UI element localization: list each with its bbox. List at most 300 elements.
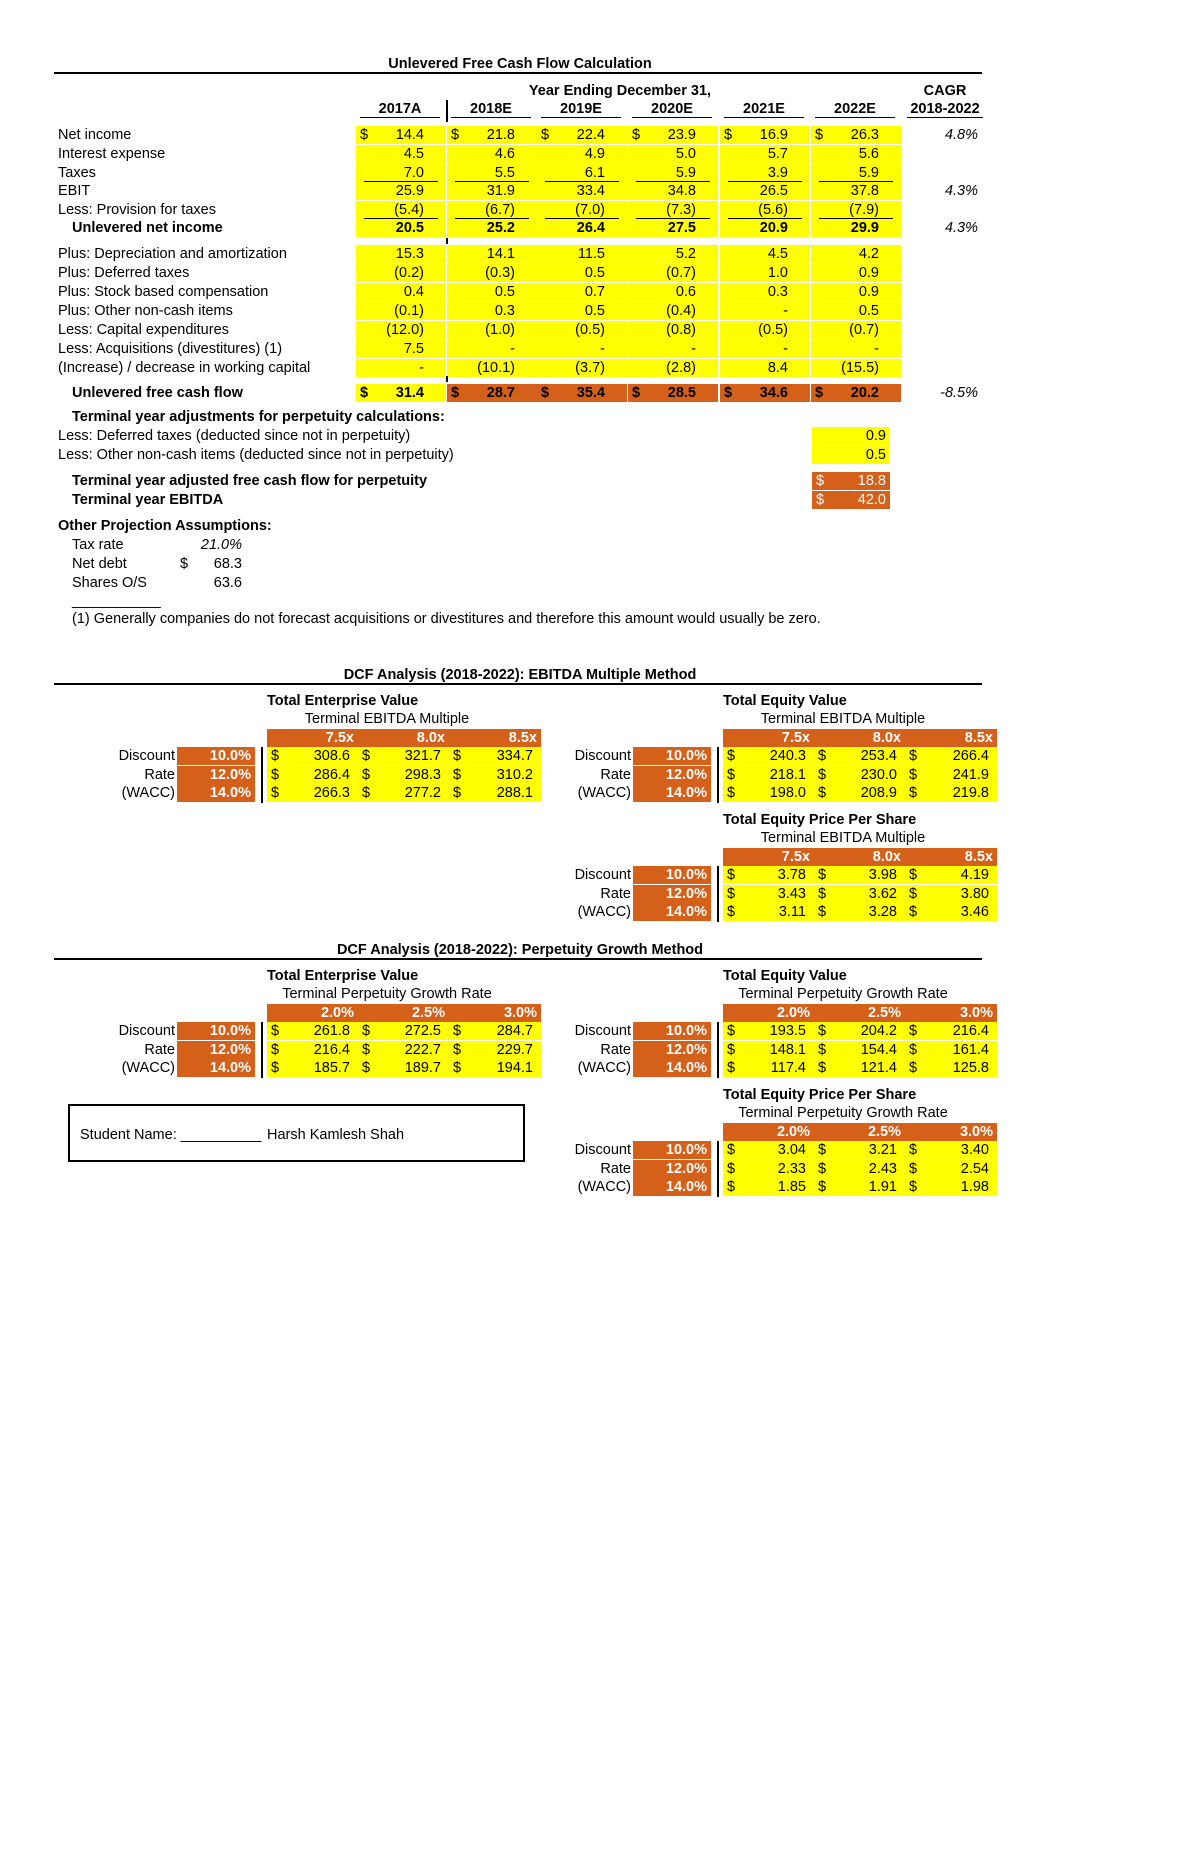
dollar-sign: $	[909, 785, 918, 802]
ufcf-cell	[537, 321, 627, 339]
ufcf-row-label: Taxes	[58, 165, 96, 181]
ufcf-value: -	[510, 341, 515, 357]
ufcf-cell	[356, 283, 446, 301]
cagr-value: 4.3%	[944, 183, 978, 199]
ufcf-cell	[356, 145, 446, 163]
dollar-sign: $	[541, 385, 550, 401]
ufcf-value: 34.6	[759, 385, 788, 401]
ufcf-cell	[356, 384, 446, 402]
ufcf-value: 0.3	[767, 284, 788, 300]
grid-value: 298.3	[404, 766, 441, 783]
wacc-rate	[633, 1178, 711, 1196]
ufcf-cell	[811, 126, 901, 144]
net-debt-value: 68.3	[213, 556, 242, 572]
dollar-sign: $	[362, 1023, 371, 1039]
ufcf-value: 0.5	[584, 303, 605, 319]
dollar-sign: $	[818, 904, 827, 921]
ufcf-value: 27.5	[667, 220, 696, 236]
terminal-heading: Terminal year adjustments for perpetuity calculations:	[72, 409, 445, 425]
wacc-value: 14.0%	[665, 1060, 707, 1077]
dollar-sign: $	[632, 385, 641, 401]
grid-value: 1.98	[960, 1179, 989, 1196]
ufcf-value: 0.9	[858, 284, 879, 300]
taxes-rule	[636, 181, 710, 182]
grid-col-label: 8.5x	[508, 730, 537, 746]
grid-value: 148.1	[769, 1041, 806, 1058]
cagr-value: 4.3%	[944, 220, 978, 236]
grid-value: 277.2	[404, 785, 441, 802]
title-rule	[54, 72, 982, 74]
ufcf-value: 33.4	[576, 183, 605, 199]
dollar-sign: $	[271, 748, 280, 764]
ufcf-value: 4.9	[584, 146, 605, 162]
ufcf-value: 0.9	[858, 265, 879, 281]
terminal-ebitda-value: $ 42.0	[812, 491, 890, 509]
ufcf-value: (0.3)	[485, 265, 515, 281]
ufcf-cell	[356, 126, 446, 144]
ufcf-value: (0.2)	[394, 265, 424, 281]
grid-value: 2.43	[868, 1160, 897, 1177]
ufcf-cell	[537, 384, 627, 402]
ufcf-value: (2.8)	[666, 360, 696, 376]
ufcf-value: -	[600, 341, 605, 357]
eq-grid-subtitle: Terminal Perpetuity Growth Rate	[738, 986, 948, 1002]
dollar-sign: $	[909, 748, 918, 764]
cagr-value: -8.5%	[940, 385, 978, 401]
grid-col-header	[723, 729, 814, 747]
divider-tick	[446, 238, 448, 244]
grid-divider	[261, 1022, 263, 1078]
ufcf-value: 35.4	[576, 385, 605, 401]
ufcf-value: 5.9	[858, 165, 879, 181]
grid-divider	[717, 1022, 719, 1078]
ufcf-cell	[811, 245, 901, 263]
dollar-sign: $	[271, 1041, 280, 1058]
ufcf-value: 7.5	[403, 341, 424, 357]
ufcf-row-label: EBIT	[58, 183, 91, 199]
grid-cell	[267, 747, 358, 765]
year-header-cell: 2017A	[378, 101, 422, 117]
ufcf-value: 0.7	[584, 284, 605, 300]
ufcf-value: 21.8	[486, 127, 515, 143]
ufcf-value: -	[783, 303, 788, 319]
ufcf-value: 5.2	[675, 246, 696, 262]
ufcf-value: -	[691, 341, 696, 357]
wacc-rate	[633, 784, 711, 802]
grid-cell	[814, 866, 905, 884]
dollar-sign: $	[909, 904, 918, 921]
grid-cell	[905, 903, 997, 921]
dollar-sign: $	[909, 1142, 918, 1158]
ufcf-value: 34.8	[667, 183, 696, 199]
grid-col-label: 3.0%	[959, 1005, 993, 1021]
tax-rate-label: Tax rate	[72, 537, 124, 553]
ufcf-cell	[356, 302, 446, 320]
grid-value: 117.4	[770, 1060, 806, 1077]
grid-value: 229.7	[496, 1041, 533, 1058]
dollar-sign: $	[727, 1179, 736, 1196]
ufcf-cell	[628, 283, 718, 301]
grid-value: 1.91	[868, 1179, 897, 1196]
ufcf-value: 15.3	[395, 246, 424, 262]
ufcf-cell	[811, 264, 901, 282]
grid-value: 218.1	[769, 766, 806, 783]
ufcf-value: (0.7)	[849, 322, 879, 338]
wacc-label: Rate	[600, 1041, 631, 1058]
cagr-range: 2018-2022	[910, 101, 980, 117]
dollar-sign: $	[271, 1023, 280, 1039]
ufcf-value: 16.9	[759, 127, 788, 143]
grid-col-header	[814, 1123, 905, 1141]
dollar-sign: $	[362, 748, 371, 764]
ufcf-cell	[628, 384, 718, 402]
grid-divider	[261, 747, 263, 803]
wacc-value: 12.0%	[209, 766, 251, 783]
dollar-sign: $	[362, 1060, 371, 1077]
ufcf-cell	[811, 283, 901, 301]
actual-divider	[446, 100, 448, 122]
dollar-sign: $	[818, 885, 827, 902]
ufcf-cell	[537, 264, 627, 282]
wacc-rate	[177, 1059, 255, 1077]
ufcf-value: (0.5)	[575, 322, 605, 338]
dollar-sign: $	[815, 127, 824, 143]
ufcf-cell	[720, 182, 810, 200]
grid-col-label: 2.0%	[776, 1005, 810, 1021]
grid-col-label: 8.5x	[964, 730, 993, 746]
grid-cell	[905, 1178, 997, 1196]
grid-col-label: 8.0x	[872, 849, 901, 865]
ufcf-value: 0.5	[494, 284, 515, 300]
grid-value: 261.8	[313, 1023, 350, 1039]
ufcf-cell	[720, 321, 810, 339]
ufcf-cell	[628, 359, 718, 377]
ev-grid-subtitle: Terminal EBITDA Multiple	[304, 711, 470, 727]
grid-value: 219.8	[952, 785, 989, 802]
dollar-sign: $	[724, 385, 733, 401]
ufcf-value: 14.1	[486, 246, 515, 262]
grid-cell	[905, 747, 997, 765]
net-debt-dollar: $	[180, 556, 189, 572]
grid-cell	[358, 1059, 449, 1077]
ufcf-cell	[811, 321, 901, 339]
year-header-rule	[632, 117, 712, 118]
grid-value: 3.78	[777, 867, 806, 883]
grid-value: 3.40	[960, 1142, 989, 1158]
grid-value: 266.3	[313, 785, 350, 802]
ufcf-cell	[447, 245, 537, 263]
grid-value: 334.7	[496, 748, 533, 764]
shares-value: 63.6	[213, 575, 242, 591]
ufcf-value: 11.5	[577, 246, 605, 262]
grid-cell	[358, 747, 449, 765]
dollar-sign: $	[727, 1060, 736, 1077]
taxes-rule	[364, 181, 438, 182]
grid-col-label: 2.0%	[776, 1124, 810, 1140]
ufcf-cell	[356, 164, 446, 182]
grid-cell	[358, 1041, 449, 1059]
ufcf-cell	[447, 359, 537, 377]
dollar-sign: $	[453, 1060, 462, 1077]
ufcf-cell	[811, 302, 901, 320]
ufcf-value: 0.5	[858, 303, 879, 319]
wacc-label: Discount	[574, 748, 631, 764]
grid-cell	[449, 1059, 541, 1077]
ufcf-value: 1.0	[767, 265, 788, 281]
grid-cell	[449, 784, 541, 802]
year-header-cell: 2019E	[560, 101, 602, 117]
dollar-sign: $	[909, 766, 918, 783]
grid-col-header	[905, 729, 997, 747]
provision-rule	[364, 218, 438, 219]
terminal-fcf-value: $ 18.8	[812, 472, 890, 490]
grid-divider	[717, 1141, 719, 1197]
year-header-cell: 2021E	[743, 101, 785, 117]
ufcf-cell	[356, 359, 446, 377]
grid-cell	[267, 1059, 358, 1077]
grid-cell	[723, 784, 814, 802]
dollar-sign: $	[362, 766, 371, 783]
grid-cell	[267, 1041, 358, 1059]
wacc-rate	[177, 1041, 255, 1059]
ufcf-value: 6.1	[584, 165, 605, 181]
ufcf-value: (1.0)	[485, 322, 515, 338]
dollar-sign: $	[727, 785, 736, 802]
ufcf-row-label: Plus: Other non-cash items	[58, 303, 233, 319]
ufcf-value: 20.5	[395, 220, 424, 236]
grid-col-header	[358, 1004, 449, 1022]
grid-value: 3.62	[868, 885, 897, 902]
ufcf-value: (0.5)	[758, 322, 788, 338]
ufcf-cell	[537, 283, 627, 301]
dollar-sign: $	[271, 785, 280, 802]
grid-value: 208.9	[860, 785, 897, 802]
grid-cell	[267, 1022, 358, 1040]
year-header-cell: 2022E	[834, 101, 876, 117]
ufcf-cell	[447, 145, 537, 163]
taxes-rule	[819, 181, 893, 182]
dollar-sign: $	[818, 867, 827, 883]
grid-value: 308.6	[313, 748, 350, 764]
grid-cell	[905, 885, 997, 903]
ufcf-row-label: Unlevered net income	[72, 220, 223, 236]
ufcf-cell	[811, 145, 901, 163]
grid-value: 230.0	[860, 766, 897, 783]
dollar-sign: $	[727, 867, 736, 883]
ufcf-value: 23.9	[667, 127, 696, 143]
ufcf-cell	[720, 126, 810, 144]
wacc-label: Discount	[574, 1023, 631, 1039]
ufcf-cell	[356, 264, 446, 282]
ufcf-cell	[447, 126, 537, 144]
ufcf-cell	[537, 164, 627, 182]
grid-cell	[814, 1141, 905, 1159]
ufcf-cell	[811, 182, 901, 200]
ufcf-value: (15.5)	[841, 360, 879, 376]
ufcf-cell	[811, 219, 901, 237]
grid-cell	[814, 1178, 905, 1196]
grid-value: 3.46	[960, 904, 989, 921]
ufcf-value: (10.1)	[477, 360, 515, 376]
grid-cell	[358, 1022, 449, 1040]
eq-grid-subtitle: Terminal EBITDA Multiple	[760, 711, 926, 727]
ufcf-row-label: (Increase) / decrease in working capital	[58, 360, 311, 376]
grid-cell	[449, 766, 541, 784]
ufcf-cell	[720, 359, 810, 377]
ufcf-value: 25.9	[395, 183, 424, 199]
grid-value: 286.4	[313, 766, 350, 783]
grid-cell	[723, 1178, 814, 1196]
wacc-label: Rate	[144, 766, 175, 783]
grid-cell	[905, 1141, 997, 1159]
ufcf-value: (0.8)	[666, 322, 696, 338]
grid-cell	[723, 903, 814, 921]
grid-value: 2.54	[960, 1160, 989, 1177]
ufcf-value: 5.5	[494, 165, 515, 181]
grid-cell	[723, 1160, 814, 1178]
footnote: (1) Generally companies do not forecast acquisitions or divestitures and therefore this amount would usually be zero.	[72, 611, 821, 627]
ufcf-row-label: Plus: Stock based compensation	[58, 284, 269, 300]
ufcf-row-label: Less: Acquisitions (divestitures) (1)	[58, 341, 283, 357]
ufcf-cell	[720, 340, 810, 358]
student-name: Harsh Kamlesh Shah	[267, 1127, 405, 1143]
grid-cell	[814, 903, 905, 921]
grid-value: 2.33	[777, 1160, 806, 1177]
wacc-value: 10.0%	[209, 1023, 251, 1039]
ufcf-row-label: Net income	[58, 127, 132, 143]
ufcf-value: (7.3)	[666, 202, 696, 218]
ufcf-cell	[537, 340, 627, 358]
terminal-ebitda-label: Terminal year EBITDA	[72, 492, 224, 508]
ps-grid-title: Total Equity Price Per Share	[723, 812, 917, 828]
ufcf-row-label: Less: Provision for taxes	[58, 202, 216, 218]
cagr-rule	[907, 117, 983, 118]
footnote-rule: ___________	[72, 593, 161, 609]
grid-cell	[723, 1022, 814, 1040]
ufcf-cell	[720, 219, 810, 237]
grid-col-label: 2.0%	[320, 1005, 354, 1021]
grid-col-label: 8.0x	[416, 730, 445, 746]
dollar-sign: $	[818, 766, 827, 783]
ufcf-cell	[447, 340, 537, 358]
ufcf-cell	[356, 321, 446, 339]
grid-cell	[267, 784, 358, 802]
ps-grid-title: Total Equity Price Per Share	[723, 1087, 917, 1103]
wacc-rate	[633, 885, 711, 903]
terminal-row-label: Less: Deferred taxes (deducted since not in perpetuity)	[58, 428, 411, 444]
ufcf-value: 37.8	[850, 183, 879, 199]
ufcf-value: 5.9	[675, 165, 696, 181]
ufcf-cell	[720, 283, 810, 301]
dollar-sign: $	[453, 1041, 462, 1058]
grid-col-header	[905, 1004, 997, 1022]
dollar-sign: $	[909, 1041, 918, 1058]
wacc-label: (WACC)	[577, 785, 631, 802]
wacc-value: 10.0%	[665, 867, 707, 883]
grid-cell	[814, 747, 905, 765]
wacc-rate	[633, 1059, 711, 1077]
grid-cell	[814, 1022, 905, 1040]
wacc-label: (WACC)	[577, 1060, 631, 1077]
dollar-sign: $	[909, 1023, 918, 1039]
dollar-sign: $	[453, 785, 462, 802]
ufcf-value: 25.2	[486, 220, 515, 236]
grid-value: 3.43	[777, 885, 806, 902]
ps-grid-subtitle: Terminal Perpetuity Growth Rate	[738, 1105, 948, 1121]
dollar-sign: $	[541, 127, 550, 143]
ufcf-value: 8.4	[767, 360, 788, 376]
grid-cell	[449, 1022, 541, 1040]
ev-grid-subtitle: Terminal Perpetuity Growth Rate	[282, 986, 492, 1002]
ps-grid-subtitle: Terminal EBITDA Multiple	[760, 830, 926, 846]
ufcf-cell	[720, 201, 810, 219]
ufcf-value: 0.4	[403, 284, 424, 300]
tax-rate-value: 21.0%	[200, 537, 242, 553]
ufcf-cell	[447, 219, 537, 237]
grid-cell	[905, 866, 997, 884]
year-header-cell: 2018E	[470, 101, 512, 117]
ufcf-cell	[628, 145, 718, 163]
ufcf-cell	[628, 245, 718, 263]
dollar-sign: $	[724, 127, 733, 143]
wacc-value: 10.0%	[665, 1023, 707, 1039]
grid-value: 272.5	[404, 1023, 441, 1039]
ufcf-cell	[811, 384, 901, 402]
ufcf-value: (7.9)	[849, 202, 879, 218]
ufcf-value: 26.4	[576, 220, 605, 236]
ufcf-value: 5.0	[675, 146, 696, 162]
ufcf-cell	[628, 182, 718, 200]
grid-cell	[905, 1160, 997, 1178]
ufcf-cell	[537, 219, 627, 237]
grid-cell	[814, 1160, 905, 1178]
growth-title-rule	[54, 958, 982, 960]
wacc-rate	[177, 747, 255, 765]
wacc-rate	[177, 784, 255, 802]
grid-cell	[723, 1059, 814, 1077]
ufcf-value: 4.5	[767, 246, 788, 262]
ufcf-row-label: Plus: Depreciation and amortization	[58, 246, 287, 262]
eq-grid-title: Total Equity Value	[723, 693, 847, 709]
grid-value: 216.4	[952, 1023, 989, 1039]
growth-method-title: DCF Analysis (2018-2022): Perpetuity Growth Method	[336, 942, 704, 958]
grid-value: 284.7	[496, 1023, 533, 1039]
wacc-rate	[633, 1041, 711, 1059]
grid-cell	[905, 766, 997, 784]
ufcf-cell	[720, 384, 810, 402]
wacc-rate	[177, 1022, 255, 1040]
ufcf-value: 4.6	[494, 146, 515, 162]
dollar-sign: $	[362, 1041, 371, 1058]
grid-col-label: 8.5x	[964, 849, 993, 865]
grid-cell	[723, 885, 814, 903]
dollar-sign: $	[815, 385, 824, 401]
year-header-rule	[360, 117, 440, 118]
wacc-rate	[633, 747, 711, 765]
dollar-sign: $	[818, 1041, 827, 1058]
wacc-value: 14.0%	[209, 1060, 251, 1077]
grid-value: 3.11	[778, 904, 806, 921]
wacc-value: 14.0%	[665, 785, 707, 802]
dollar-sign: $	[727, 1041, 736, 1058]
ufcf-cell	[447, 321, 537, 339]
ufcf-value: 14.4	[395, 127, 424, 143]
ufcf-value: 31.4	[395, 385, 424, 401]
grid-col-header	[449, 729, 541, 747]
ufcf-cell	[447, 384, 537, 402]
terminal-value: 0.9	[812, 427, 890, 445]
grid-cell	[723, 1141, 814, 1159]
